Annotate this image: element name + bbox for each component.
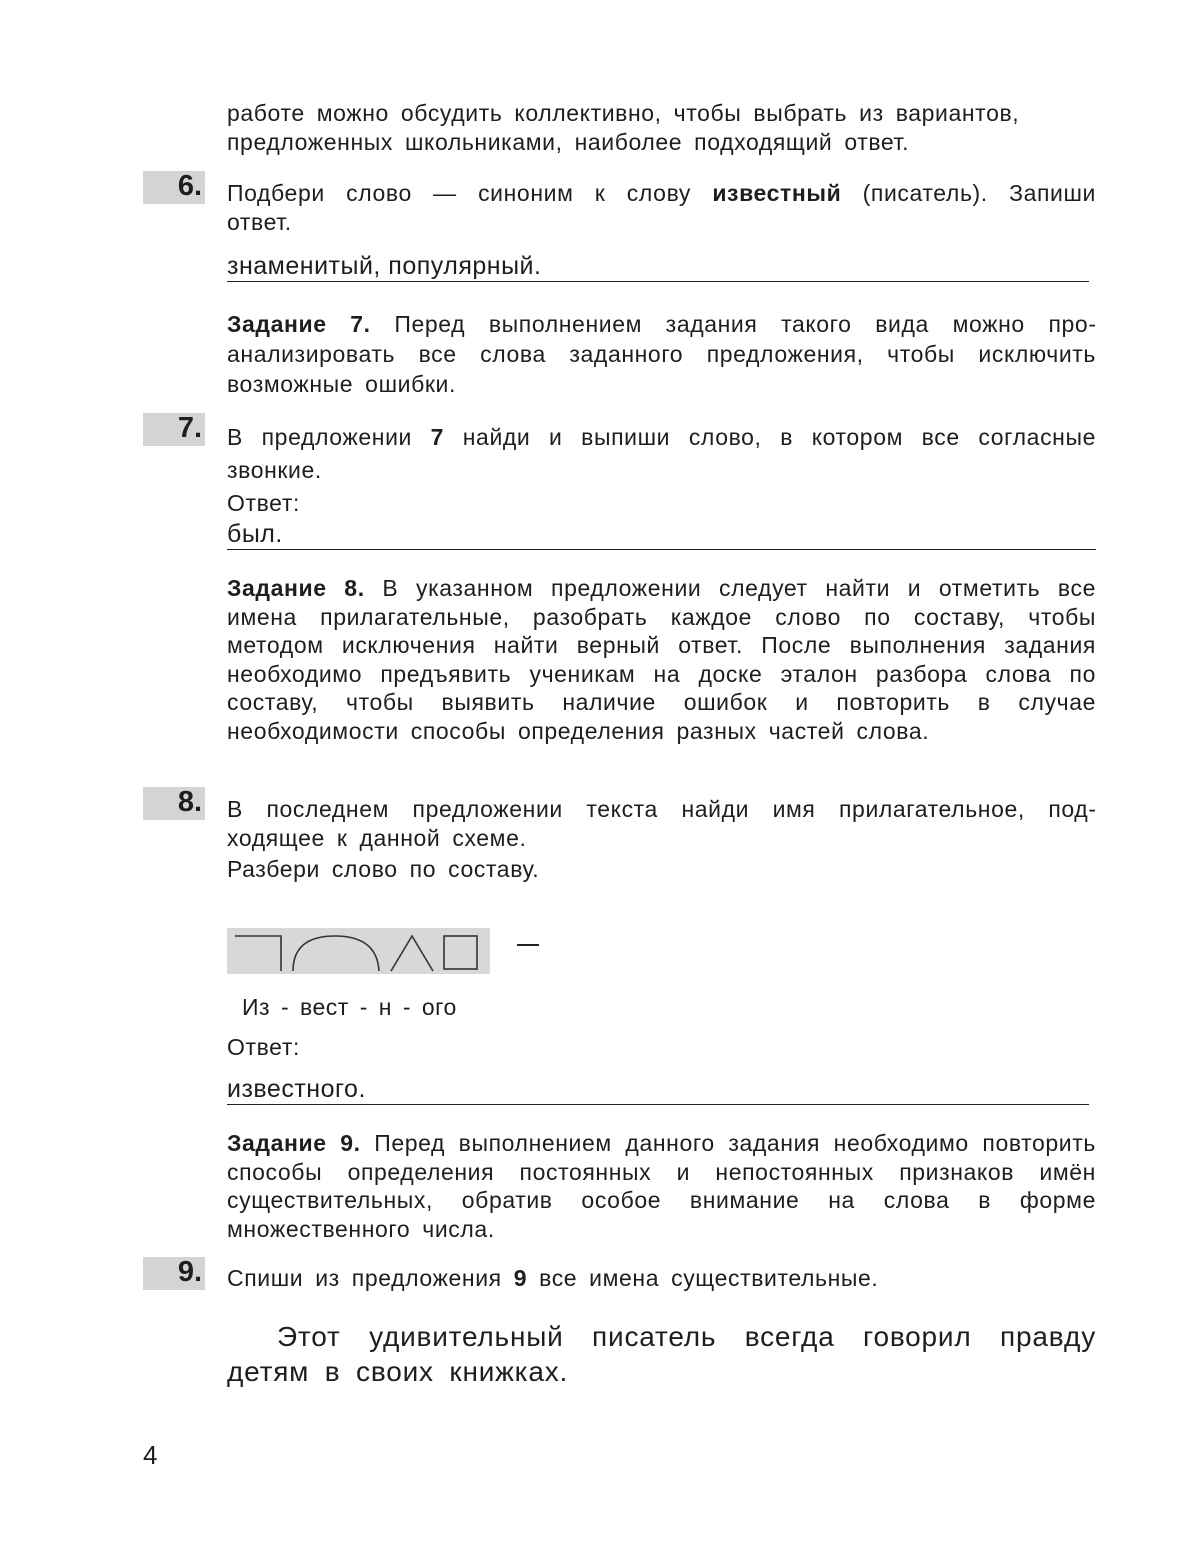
task-6-answer: знаменитый, популярный. — [227, 251, 1089, 282]
morpheme-scheme — [227, 928, 490, 974]
task-9-sentence — [227, 1319, 1096, 1389]
note-7-paragraph — [227, 309, 1096, 399]
task-8-number-box — [143, 787, 205, 820]
task-7-number: 7. — [177, 412, 202, 444]
task-9-bold-number: 9 — [513, 1265, 528, 1291]
task-9-text-after: все имена существительные. — [527, 1265, 879, 1291]
note-8-text: В указанном предложении следует найти и отметить все имена прилагательные, разобрать каждое слово по составу, чтобы методом исключения найти верный ответ. После выполнения задания необходимо предъявить ученикам на доске эталон разбора слова по составу, чтобы выявить наличие ошибок и повторить в случае необходимости способы определения разных частей слова. — [227, 575, 1096, 744]
scheme-dash — [517, 944, 539, 946]
morpheme-scheme-diagram — [227, 928, 490, 974]
task-6-text-before: Подбери слово — синоним к слову — [227, 180, 713, 206]
task-6-number: 6. — [177, 170, 202, 202]
task-7-answer-label: Ответ: — [227, 490, 300, 516]
task-7-text — [227, 421, 1096, 487]
task-9-number-box — [143, 1257, 205, 1290]
note-7-label: Задание 7. — [227, 311, 371, 337]
note-9-text: Перед выполнением данного задания необходимо повторить способы определения постоянных и непостоянных признаков имён существительных, обратив особое внимание на слова в форме множественного числа. — [227, 1130, 1096, 1242]
task-7-text-before: В предложении — [227, 424, 431, 450]
note-9-paragraph — [227, 1129, 1096, 1243]
task-7-answer: был. — [227, 519, 1096, 550]
note-7-text: Перед выполнением задания такого вида можно проанализировать все слова заданного предложения, чтобы исключить возможные ошибки. — [227, 311, 1096, 397]
intro-line-1: работе можно обсудить коллективно, чтобы выбрать из вариантов, — [227, 100, 1020, 126]
task-6-bold-word: известный — [712, 180, 842, 206]
task-8-instruction: Разбери слово по составу. — [227, 856, 540, 882]
task-8-number: 8. — [177, 786, 202, 818]
page-number: 4 — [143, 1440, 158, 1470]
note-9-label: Задание 9. — [227, 1130, 361, 1156]
task-7-text-after: найди и выпиши слово, в котором все согласные звонкие. — [227, 424, 1096, 483]
task-6-text-after: (писатель). Запиши ответ. — [227, 180, 1096, 235]
task-9-sentence-text: Этот удивительный писатель всегда говорил правду детям в своих книжках. — [227, 1321, 1096, 1387]
task-9-number: 9. — [177, 1256, 202, 1288]
task-8-text: В последнем предложении текста найди имя прилагательное, подходящее к данной схеме. — [227, 796, 1096, 851]
suffix-mark — [391, 936, 433, 971]
intro-paragraph — [227, 99, 1096, 156]
task-9-text — [227, 1264, 1096, 1293]
task-7-bold-number: 7 — [430, 424, 445, 450]
note-8-label: Задание 8. — [227, 575, 365, 601]
ending-mark — [444, 936, 477, 969]
task-6-number-box — [143, 171, 205, 204]
task-8-answer-label: Ответ: — [227, 1034, 300, 1060]
morpheme-breakdown: Из - вест - н - ого — [242, 994, 457, 1020]
task-6-text — [227, 179, 1096, 236]
intro-line-2: предложенных школьниками, наиболее подходящий ответ. — [227, 128, 910, 155]
task-8-answer: известного. — [227, 1074, 1089, 1105]
note-8-paragraph — [227, 574, 1096, 745]
root-mark — [293, 936, 379, 971]
task-7-number-box — [143, 413, 205, 446]
prefix-mark — [235, 936, 281, 971]
task-9-text-before: Спиши из предложения — [227, 1265, 514, 1291]
